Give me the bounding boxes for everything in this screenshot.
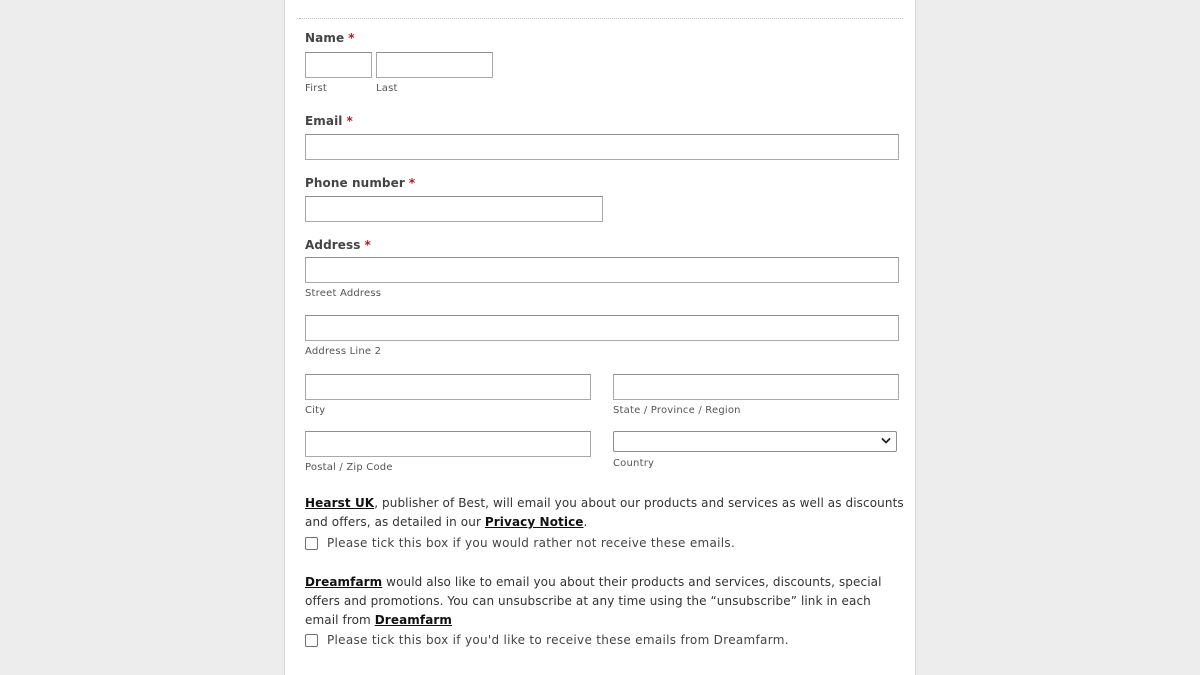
address-line2-sublabel: Address Line 2: [305, 346, 382, 357]
first-name-input[interactable]: [305, 52, 372, 78]
street-address-input[interactable]: [305, 257, 899, 283]
required-mark: *: [346, 114, 353, 128]
hearst-optout-row[interactable]: [305, 536, 735, 550]
hearst-optout-label[interactable]: Please tick this box if you would rather not receive these emails.: [327, 536, 736, 550]
country-sublabel: Country: [613, 458, 655, 469]
hearst-optout-checkbox[interactable]: [305, 537, 318, 550]
required-mark: *: [364, 238, 371, 252]
dreamfarm-link[interactable]: Dreamfarm: [305, 575, 383, 589]
hearst-uk-link[interactable]: Hearst UK: [305, 496, 375, 510]
dreamfarm-optin-checkbox[interactable]: [305, 634, 318, 647]
dreamfarm-link-2[interactable]: Dreamfarm: [374, 613, 453, 627]
phone-input[interactable]: [305, 196, 603, 222]
first-name-sublabel: First: [305, 83, 328, 94]
form-panel: [284, 0, 916, 675]
dreamfarm-optin-label[interactable]: Please tick this box if you'd like to receive these emails from Dreamfarm.: [327, 633, 789, 647]
required-mark: *: [348, 31, 355, 45]
name-label: Name *: [305, 31, 355, 45]
required-mark: *: [408, 176, 416, 190]
postal-code-input[interactable]: [305, 431, 591, 457]
address-label: Address *: [305, 238, 371, 252]
state-sublabel: State / Province / Region: [613, 405, 741, 416]
address-line2-input[interactable]: [305, 315, 899, 341]
email-input[interactable]: [305, 134, 899, 160]
city-input[interactable]: [305, 374, 591, 400]
last-name-input[interactable]: [376, 52, 493, 78]
dreamfarm-consent-text: Dreamfarm would also like to email you about their products and services, discounts, special offers and promotions. You can unsubscribe at any time using the “unsubscribe” link in each email from Dreamfarm: [305, 575, 882, 627]
phone-label: Phone number *: [305, 176, 416, 190]
postal-code-sublabel: Postal / Zip Code: [305, 462, 393, 473]
chevron-down-icon: [880, 435, 892, 447]
last-name-sublabel: Last: [376, 83, 398, 94]
state-input[interactable]: [613, 374, 899, 400]
divider: [299, 18, 903, 19]
hearst-consent-text: Hearst UK, publisher of Best, will email you about our products and services as well as discounts and offers, as detailed in our Privacy Notice.: [305, 496, 904, 529]
email-label: Email *: [305, 114, 353, 128]
dreamfarm-optin-row[interactable]: [305, 633, 789, 647]
city-sublabel: City: [305, 405, 326, 416]
street-address-sublabel: Street Address: [305, 288, 382, 299]
privacy-notice-link[interactable]: Privacy Notice: [484, 515, 584, 529]
country-select[interactable]: [613, 431, 897, 452]
